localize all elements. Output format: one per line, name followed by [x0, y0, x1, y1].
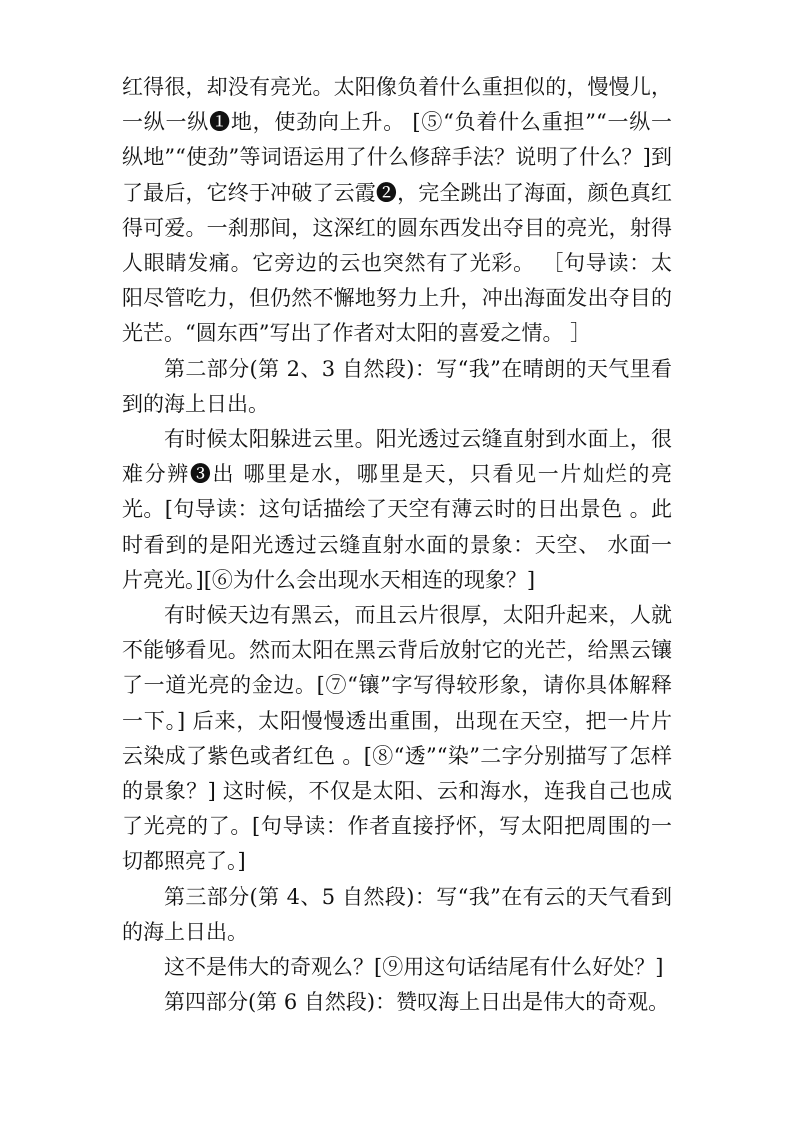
paragraph-wonder: 这不是伟大的奇观么？[⑨用这句话结尾有什么好处？] — [164, 955, 664, 980]
paragraph-sunrise-continued: 红得很，却没有亮光。太阳像负着什么重担似的，慢慢儿，一纵一纵❶地，使劲向上升。 [⑤“负着什么重担”“一纵一纵地”“使劲”等词语运用了什么修辞手法？说明了什么？]到了最后，它终于冲破了云霞❷，完全跳出了海面，颜色真红得可爱。一刹那间，这深红的圆东西发出夺目的亮光，射得人眼睛发痛。它旁边的云也突然有了光彩。 ［句导读：太阳尽管吃力，但仍然不懈地努力上升，冲出海面发出夺目的光芒。“圆东西”写出了作者对太阳的喜爱之情。 ］ — [122, 75, 672, 346]
paragraph-sun-in-clouds: 有时候太阳躲进云里。阳光透过云缝直射到水面上，很难分辨❸出 哪里是水，哪里是天，只看见一片灿烂的亮光。[句导读：这句话描绘了天空有薄云时的日出景色 。此时看到的是阳光透过云缝直射水面的景象：天空、 水面一片亮光。][⑥为什么会出现水天相连的现象？] — [122, 427, 672, 592]
paragraph-part-four-summary: 第四部分(第 6 自然段)：赞叹海上日出是伟大的奇观。 — [164, 990, 670, 1015]
document-page — [122, 70, 672, 1020]
paragraph-part-three-summary: 第三部分(第 4、5 自然段)：写“我”在有云的天气看到的海上日出。 — [122, 884, 672, 944]
paragraph-part-two-summary: 第二部分(第 2、3 自然段)：写“我”在晴朗的天气里看到的海上日出。 — [122, 356, 672, 416]
paragraph-black-clouds: 有时候天边有黑云，而且云片很厚，太阳升起来，人就不能够看见。然而太阳在黑云背后放射它的光芒，给黑云镶了一道光亮的金边。[⑦“镶”字写得较形象，请你具体解释一下。] 后来，太阳慢慢透出重围，出现在天空，把一片片云染成了紫色或者红色 。[⑧“透”“染”二字分别描写了怎样的景象？] 这时候，不仅是太阳、云和海水，连我自己也成了光亮的了。[句导读：作者直接抒怀，写太阳把周围的一切都照亮了。] — [122, 603, 672, 874]
